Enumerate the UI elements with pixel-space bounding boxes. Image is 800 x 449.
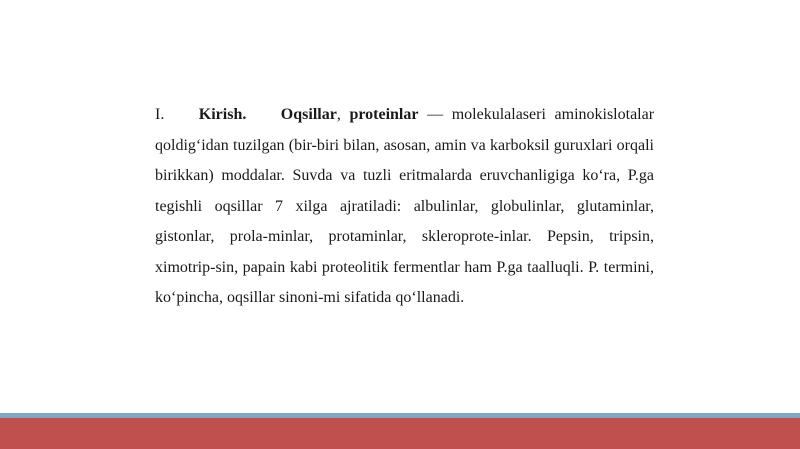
term-oqsillar: Oqsillar [280,106,337,123]
term-proteinlar: proteinlar [349,106,419,123]
intro-paragraph [155,100,654,314]
slide-content [155,100,654,314]
section-heading: Kirish. [198,106,247,123]
definition-text: molekulalaseri aminokislotalar qoldig‘idan tuzilgan (bir-biri bilan, asosan, amin va karboksil guruxlari orqali birikkan) moddalar. Suvda va tuzli eritmalarda eruvchanligiga ko‘ra, P.ga tegishli oqsillar 7 xilga ajratiladi: albulinlar, globulinlar, glutaminlar, gistonlar, prola-minlar, protaminlar, skleroprote-inlar. Pepsin, tripsin, ximotrip-sin, papain kabi proteolitik fermentlar ham P.ga taalluqli. P. termini, ko‘pincha, oqsillar sinoni-mi sifatida qo‘llanadi. [155,106,655,306]
term-separator: , [336,106,341,123]
footer-bar [0,418,800,449]
definition-dash: — [427,106,444,123]
section-numeral: I. [155,106,165,123]
